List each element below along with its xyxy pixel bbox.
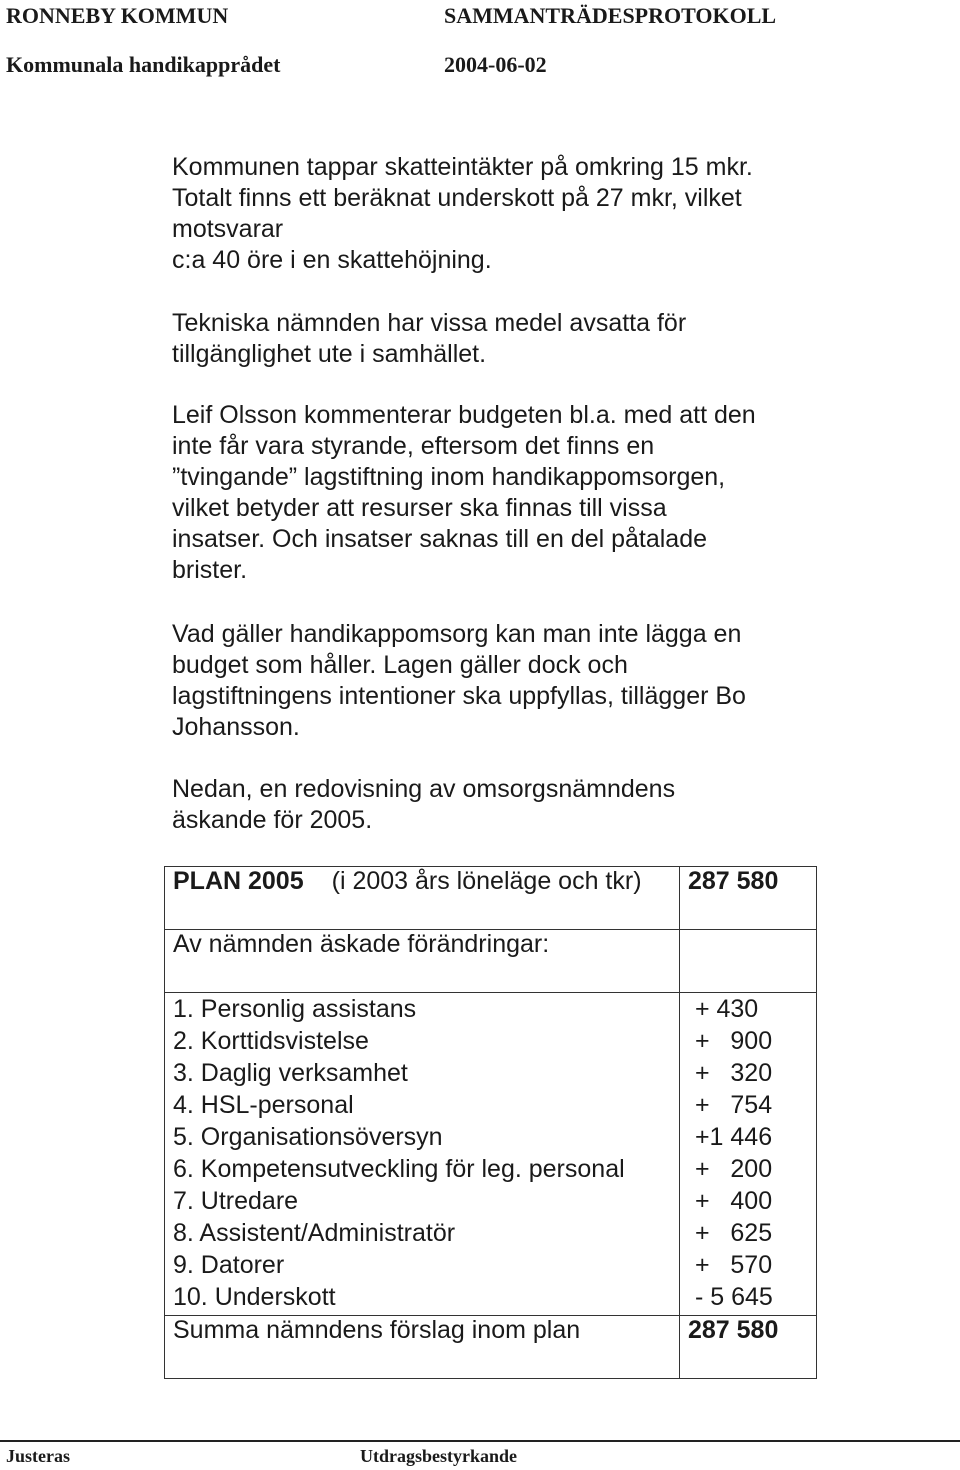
plan-total: 287 580 [680, 867, 817, 930]
footer-utdragsbestyrkande: Utdragsbestyrkande [360, 1446, 518, 1466]
text-line: inte får vara styrande, eftersom det finns en [172, 432, 655, 460]
text-line: c:a 40 öre i en skattehöjning. [172, 246, 492, 274]
text-line: Kommunen tappar skatteintäkter på omkring 15 mkr. [172, 153, 753, 181]
list-item: 9. Datorer [173, 1251, 285, 1279]
sum-label: Summa nämndens förslag inom plan [165, 1316, 680, 1379]
changes-heading-row [165, 930, 817, 993]
list-item: 4. HSL-personal [173, 1091, 354, 1119]
list-value: + 625 [688, 1219, 773, 1247]
budget-table [164, 866, 817, 1379]
empty-cell [680, 930, 817, 993]
plan-row [165, 867, 817, 930]
paragraph-tax-revenue [172, 152, 872, 276]
list-value: + 200 [688, 1155, 773, 1183]
list-value: + 754 [688, 1091, 773, 1119]
changes-heading: Av nämnden äskade förändringar: [165, 930, 680, 993]
list-item: 3. Daglig verksamhet [173, 1059, 408, 1087]
list-item: 6. Kompetensutveckling för leg. personal [173, 1155, 625, 1183]
text-line: vilket betyder att resurser ska finnas till vissa [172, 494, 667, 522]
changes-labels [165, 993, 680, 1316]
changes-values [680, 993, 817, 1316]
list-item: 8. Assistent/Administratör [173, 1219, 456, 1247]
list-value: + 900 [688, 1027, 773, 1055]
changes-list-row [165, 993, 817, 1316]
text-line: Johansson. [172, 713, 300, 741]
list-value: + 430 [688, 995, 759, 1023]
list-item: 7. Utredare [173, 1187, 299, 1215]
text-line: Leif Olsson kommenterar budgeten bl.a. med att den [172, 401, 756, 429]
list-item: 1. Personlig assistans [173, 995, 417, 1023]
text-line: Totalt finns ett beräknat underskott på 27 mkr, vilket [172, 184, 742, 212]
list-value: + 320 [688, 1059, 773, 1087]
plan-label: PLAN 2005 [173, 867, 304, 895]
list-value: + 400 [688, 1187, 773, 1215]
text-line: ”tvingande” lagstiftning inom handikappomsorgen, [172, 463, 726, 491]
footer-justeras: Justeras [6, 1446, 70, 1466]
text-line: Nedan, en redovisning av omsorgsnämndens [172, 775, 676, 803]
list-item: 2. Korttidsvistelse [173, 1027, 369, 1055]
text-line: lagstiftningens intentioner ska uppfyllas, tillägger Bo [172, 682, 746, 710]
municipality-name: RONNEBY KOMMUN [6, 3, 229, 28]
sum-value: 287 580 [680, 1316, 817, 1379]
list-value: + 570 [688, 1251, 773, 1279]
paragraph-budget-intro [172, 774, 872, 836]
plan-cell [165, 867, 680, 930]
paragraph-bo-johansson [172, 619, 872, 743]
text-line: äskande för 2005. [172, 806, 373, 834]
list-value: - 5 645 [688, 1283, 773, 1311]
text-line: insatser. Och insatser saknas till en del påtalade [172, 525, 708, 553]
document-type: SAMMANTRÄDESPROTOKOLL [444, 3, 777, 28]
text-line: Vad gäller handikappomsorg kan man inte lägga en [172, 620, 742, 648]
plan-note: (i 2003 års löneläge och tkr) [331, 867, 642, 895]
text-line: tillgänglighet ute i samhället. [172, 340, 487, 368]
text-line: Tekniska nämnden har vissa medel avsatta för [172, 309, 687, 337]
paragraph-technical-board [172, 308, 872, 370]
text-line: brister. [172, 556, 248, 584]
list-item: 5. Organisationsöversyn [173, 1123, 443, 1151]
text-line: motsvarar [172, 215, 284, 243]
council-name: Kommunala handikapprådet [6, 52, 281, 77]
footer-divider [0, 1440, 960, 1442]
list-item: 10. Underskott [173, 1283, 336, 1311]
meeting-date: 2004-06-02 [444, 52, 547, 77]
sum-row [165, 1316, 817, 1379]
list-value: +1 446 [688, 1123, 773, 1151]
paragraph-leif-olsson [172, 400, 872, 586]
text-line: budget som håller. Lagen gäller dock och [172, 651, 628, 679]
